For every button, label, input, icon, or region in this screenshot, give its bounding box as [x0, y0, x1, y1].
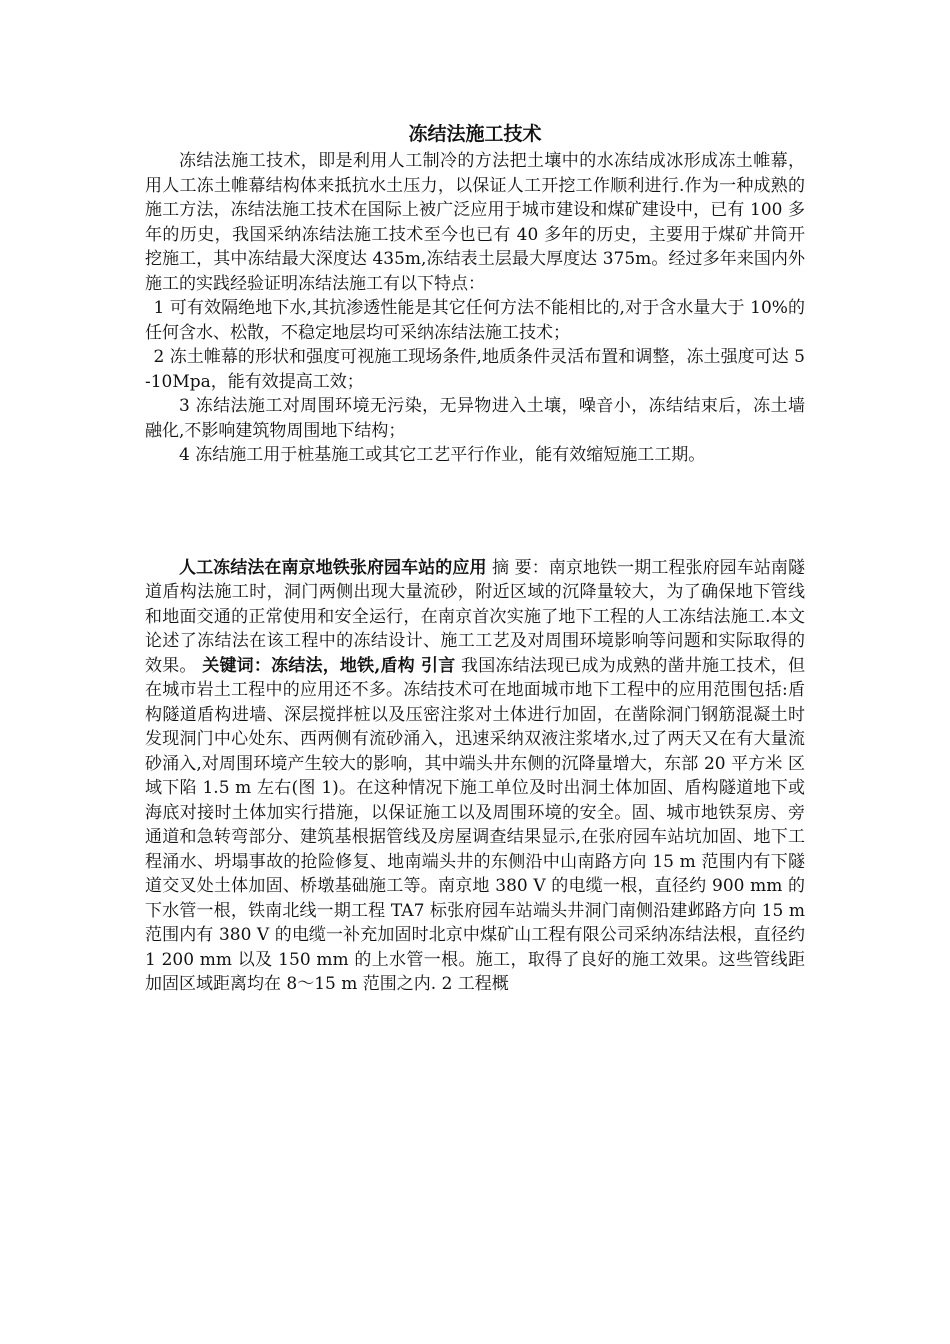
feature-point-1: 1 可有效隔绝地下水,其抗渗透性能是其它任何方法不能相比的,对于含水量大于 10%的任何含水、松散，不稳定地层均可采纳冻结法施工技术；: [145, 298, 805, 343]
article-abstract: 摘 要：南京地铁一期工程张府园车站南隧道盾构法施工时，洞门两侧出现大量流砂，附近区域的沉降量较大，为了确保地下管线和地面交通的正常使用和安全运行，在南京首次实施了地下工程的人工冻结法施工.本文论述了冻结法在该工程中的冻结设计、施工工艺及对周围环境影响等问题和实际取得的效果。: [145, 557, 806, 676]
section-gap: [145, 468, 805, 556]
document-content: [145, 120, 805, 997]
article-heading: 人工冻结法在南京地铁张府园车站的应用: [179, 557, 487, 578]
article-keywords: 关键词：冻结法，地铁,盾构 引言: [202, 655, 456, 676]
intro-paragraph: 冻结法施工技术，即是利用人工制冷的方法把土壤中的水冻结成冰形成冻土帷幕，用人工冻土帷幕结构体来抵抗水土压力，以保证人工开挖工作顺利进行.作为一种成熟的施工方法，冻结法施工技术在国际上被广泛应用于城市建设和煤矿建设中，已有 100 多年的历史，我国采纳冻结法施工技术至今也已有 40 多年的历史，主要用于煤矿井筒开挖施工，其中冻结最大深度达 435m,冻结表土层最大厚度达 375m。经过多年来国内外施工的实践经验证明冻结法施工有以下特点：: [145, 151, 805, 294]
article-paragraph: [145, 556, 805, 997]
feature-point-4: 4 冻结施工用于桩基施工或其它工艺平行作业，能有效缩短施工工期。: [179, 445, 706, 465]
article-body: 我国冻结法现已成为成熟的凿井施工技术，但在城市岩土工程中的应用还不多。冻结技术可在地面城市地下工程中的应用范围包括:盾构隧道盾构进墙、深层搅拌桩以及压密注浆对土体进行加固，在凿除洞门钢筋混凝土时发现洞门中心处东、西两侧有流砂涌入，迅速采纳双液注浆堵水,过了两天又在有大量流砂涌入,对周围环境产生较大的影响，其中端头井东侧的沉降量增大，东部 20 平方米 区域下陷 1.5 m 左右(图 1)。在这种情况下施工单位及时出洞土体加固、盾构隧道地下或海底对接时土体加实行措施，以保证施工以及周围环境的安全。固、城市地铁泵房、旁通道和急转弯部分、建筑基根据管线及房屋调查结果显示,在张府园车站坑加固、地下工程涌水、坍塌事故的抢险修复、地南端头井的东侧沿中山南路方向 15 m 范围内有下隧道交叉处土体加固、桥墩基础施工等。南京地 380 V 的电缆一根，直径约 900 mm 的下水管一根，铁南北线一期工程 TA7 标张府园车站端头井洞门南侧沿建邺路方向 15 m 范围内有 380 V 的电缆一补充加固时北京中煤矿山工程有限公司采纳冻结法根，直径约 1 200 mm 以及 150 mm 的上水管一根。施工，取得了良好的施工效果。这些管线距加固区域距离均在 8～15 m 范围之内. 2 工程概: [145, 655, 806, 994]
feature-point-2: 2 冻土帷幕的形状和强度可视施工现场条件,地质条件灵活布置和调整，冻土强度可达 5-10Mpa，能有效提高工效；: [145, 347, 805, 392]
feature-point-3: 3 冻结法施工对周围环境无污染，无异物进入土壤，噪音小，冻结结束后，冻土墙融化,不影响建筑物周围地下结构；: [145, 396, 805, 441]
section-title: 冻结法施工技术: [408, 123, 542, 145]
